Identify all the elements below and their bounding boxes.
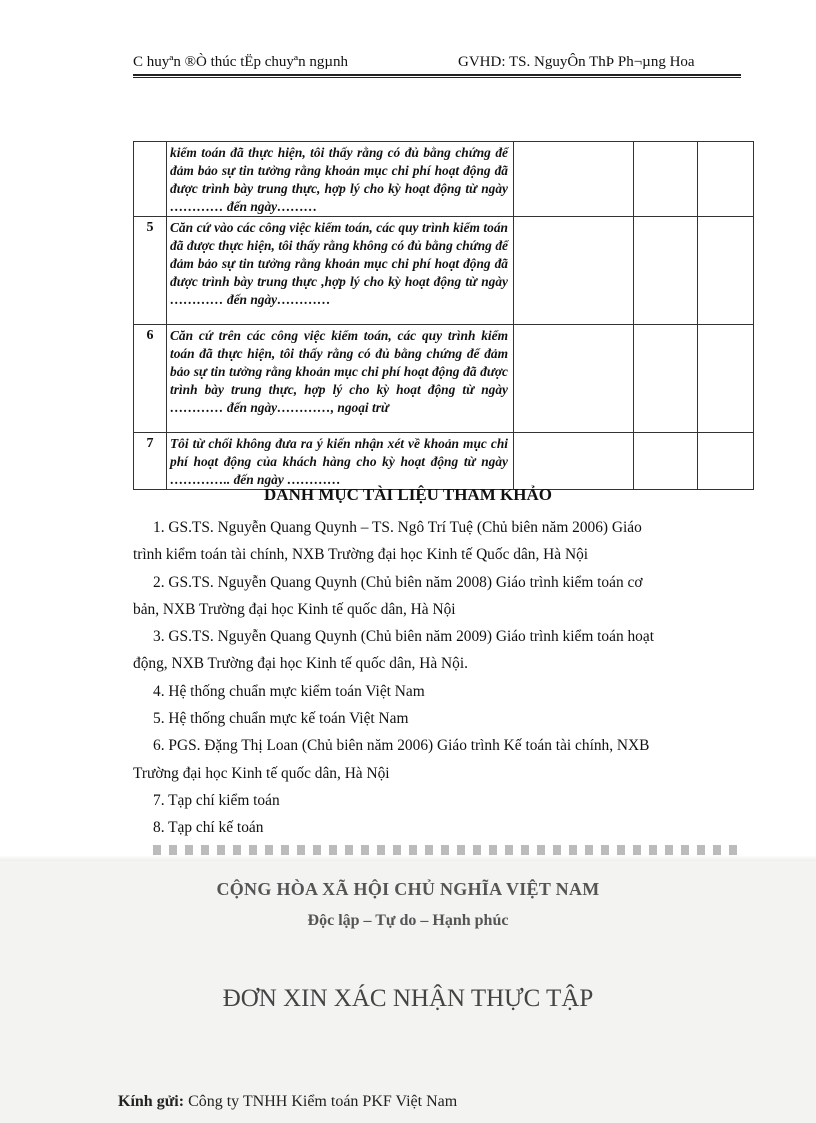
- reference-item: 7. Tạp chí kiểm toán: [153, 791, 280, 809]
- header-supervisor: GVHD: TS. NguyÔn ThÞ Ph¬µng Hoa: [458, 54, 695, 70]
- truncated-text-line: [153, 845, 741, 855]
- row-number: 6: [134, 325, 167, 433]
- reference-item: 6. PGS. Đặng Thị Loan (Chủ biên năm 2006) Giáo trình Kế toán tài chính, NXB: [153, 737, 650, 755]
- check-cell: [698, 433, 754, 490]
- check-cell: [514, 325, 634, 433]
- reference-item: 5. Hệ thống chuẩn mực kế toán Việt Nam: [153, 710, 409, 728]
- table-row: [134, 325, 754, 433]
- header-rule-thin: [133, 77, 741, 78]
- row-statement: Tôi từ chối không đưa ra ý kiến nhận xét về khoản mục chi phí hoạt động của khách hàng cho kỳ hoạt động từ ngày ………….. đến ngày …………: [167, 433, 514, 490]
- row-number: 5: [134, 217, 167, 325]
- reference-item: 4. Hệ thống chuẩn mực kiểm toán Việt Nam: [153, 682, 425, 700]
- check-cell: [634, 325, 698, 433]
- check-cell: [634, 433, 698, 490]
- table-row: [134, 433, 754, 490]
- reference-item-continued: động, NXB Trường đại học Kinh tế quốc dân, Hà Nội.: [133, 655, 468, 673]
- row-statement: Căn cứ trên các công việc kiểm toán, các quy trình kiểm toán đã thực hiện, tôi thấy rằng có đủ bằng chứng để đảm bảo sự tin tưởng rằng khoản mục chi phí hoạt động đã được trình bày trung thực, hợp lý cho kỳ hoạt động từ ngày ………… đến ngày…………, ngoại trừ: [167, 325, 514, 433]
- table-row: [134, 142, 754, 217]
- reference-item: 1. GS.TS. Nguyễn Quang Quynh – TS. Ngô Trí Tuệ (Chủ biên năm 2006) Giáo: [153, 519, 642, 536]
- check-cell: [514, 142, 634, 217]
- form-title: ĐƠN XIN XÁC NHẬN THỰC TẬP: [222, 985, 594, 1012]
- table-row: [134, 217, 754, 325]
- greeting-line: [118, 1093, 457, 1111]
- reference-item: 8. Tạp chí kế toán: [153, 819, 264, 837]
- header-rule: [133, 74, 741, 76]
- reference-list: [133, 514, 741, 842]
- reference-item-continued: trình kiểm toán tài chính, NXB Trường đại học Kinh tế Quốc dân, Hà Nội: [133, 546, 589, 564]
- references-title: DANH MỤC TÀI LIỆU THAM KHẢO: [264, 485, 552, 504]
- check-cell: [514, 217, 634, 325]
- check-cell: [698, 217, 754, 325]
- scan-edge: [0, 855, 816, 861]
- check-cell: [698, 142, 754, 217]
- row-statement: Căn cứ vào các công việc kiểm toán, các quy trình kiểm toán đã được thực hiện, tôi thấy rằng không có đủ bằng chứng để đảm bảo sự tin tưởng rằng khoản mục chi phí hoạt động đã được trình bày trung thực ,hợp lý cho kỳ hoạt động từ ngày ………… đến ngày…………: [167, 217, 514, 325]
- reference-item: 3. GS.TS. Nguyễn Quang Quynh (Chủ biên năm 2009) Giáo trình kiểm toán hoạt: [153, 628, 654, 646]
- greeting-recipient: Công ty TNHH Kiểm toán PKF Việt Nam: [188, 1093, 458, 1110]
- evaluation-table: [133, 141, 754, 490]
- check-cell: [514, 433, 634, 490]
- national-title: CỘNG HÒA XÃ HỘI CHỦ NGHĨA VIỆT NAM: [216, 879, 600, 899]
- reference-item-continued: bản, NXB Trường đại học Kinh tế quốc dân, Hà Nội: [133, 600, 456, 618]
- row-number: 7: [134, 433, 167, 490]
- row-number: [134, 142, 167, 217]
- page-header: [133, 52, 741, 72]
- row-statement: kiểm toán đã thực hiện, tôi thấy rằng có đủ bằng chứng để đảm bảo sự tin tưởng rằng khoản mục chi phí hoạt động đã được trình bày trung thực, hợp lý cho kỳ hoạt động từ ngày ………… đến ngày………: [167, 142, 514, 217]
- greeting-label: Kính gửi:: [118, 1093, 185, 1110]
- national-motto: Độc lập – Tự do – Hạnh phúc: [307, 912, 509, 929]
- check-cell: [634, 217, 698, 325]
- check-cell: [634, 142, 698, 217]
- reference-item: 2. GS.TS. Nguyễn Quang Quynh (Chủ biên năm 2008) Giáo trình kiểm toán cơ: [153, 573, 643, 591]
- check-cell: [698, 325, 754, 433]
- header-course-title: C huyªn ®Ò thúc tËp chuyªn ngµnh: [133, 54, 348, 70]
- reference-item-continued: Trường đại học Kinh tế quốc dân, Hà Nội: [133, 764, 390, 782]
